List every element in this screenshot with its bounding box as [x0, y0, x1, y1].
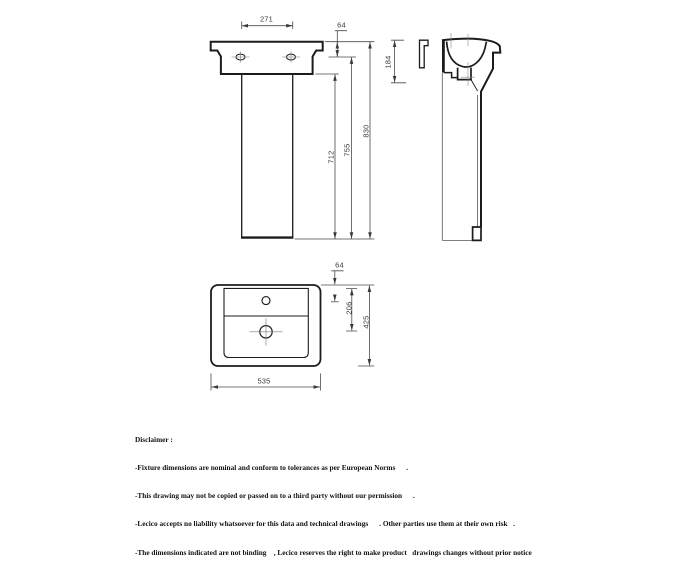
dim-label-hole-spacing: 271: [259, 14, 274, 24]
side-pedestal-foot: [473, 227, 481, 240]
disclaimer-line-3: -Lecico accepts no liability whatsoever for this data and technical drawings . Other parties use them at their own risk .: [135, 519, 515, 529]
disclaimer-line-1: -Fixture dimensions are nominal and conform to tolerances as per European Norms .: [135, 463, 409, 473]
disclaimer-line-2: -This drawing may not be copied or passed on to a third party without our permission .: [135, 491, 415, 501]
dim-64-top-leader: [331, 271, 343, 280]
front-extension-lines: [295, 42, 375, 239]
disclaimer-block: [135, 416, 532, 576]
top-view: [211, 285, 321, 366]
side-underbowl-step: [444, 73, 458, 78]
dim-label-hole-to-floor: 755: [342, 143, 352, 157]
front-view: [211, 42, 323, 238]
side-trap-diagonal: [471, 80, 478, 91]
dim-label-back-to-drain: 206: [344, 301, 353, 315]
side-bowl-curve: [447, 42, 487, 67]
dim-label-overall-depth: 425: [361, 314, 370, 329]
dim-184-extensions: [391, 40, 406, 83]
top-drain-centerlines: [250, 318, 283, 345]
front-hole-centerlines: [232, 52, 301, 63]
top-faucet-hole: [262, 297, 270, 305]
disclaimer-title: Disclaimer :: [135, 434, 173, 444]
side-trap: [458, 68, 471, 80]
side-wall-bracket: [420, 40, 429, 68]
disclaimer-line-4: -The dimensions indicated are not binding , Lecico reserves the right to make product drawings changes without prior notice: [135, 547, 532, 557]
dim-label-overall-height: 830: [361, 123, 371, 138]
dim-label-back-to-faucet: 64: [335, 260, 344, 269]
dim-label-top-to-hole: 64: [337, 20, 346, 30]
dim-label-rim-to-bowl-depth: 184: [383, 54, 392, 69]
front-pedestal: [242, 74, 293, 237]
dim-64-front-leader: [335, 31, 347, 57]
front-dimensions: [242, 22, 375, 240]
side-dimensions: [391, 40, 406, 83]
front-basin-outline: [211, 42, 323, 74]
side-view: [420, 33, 501, 240]
side-pedestal-thin-lines: [442, 73, 477, 240]
dim-label-overall-width: 535: [257, 376, 271, 385]
dim-label-pedestal-height: 712: [326, 150, 335, 164]
